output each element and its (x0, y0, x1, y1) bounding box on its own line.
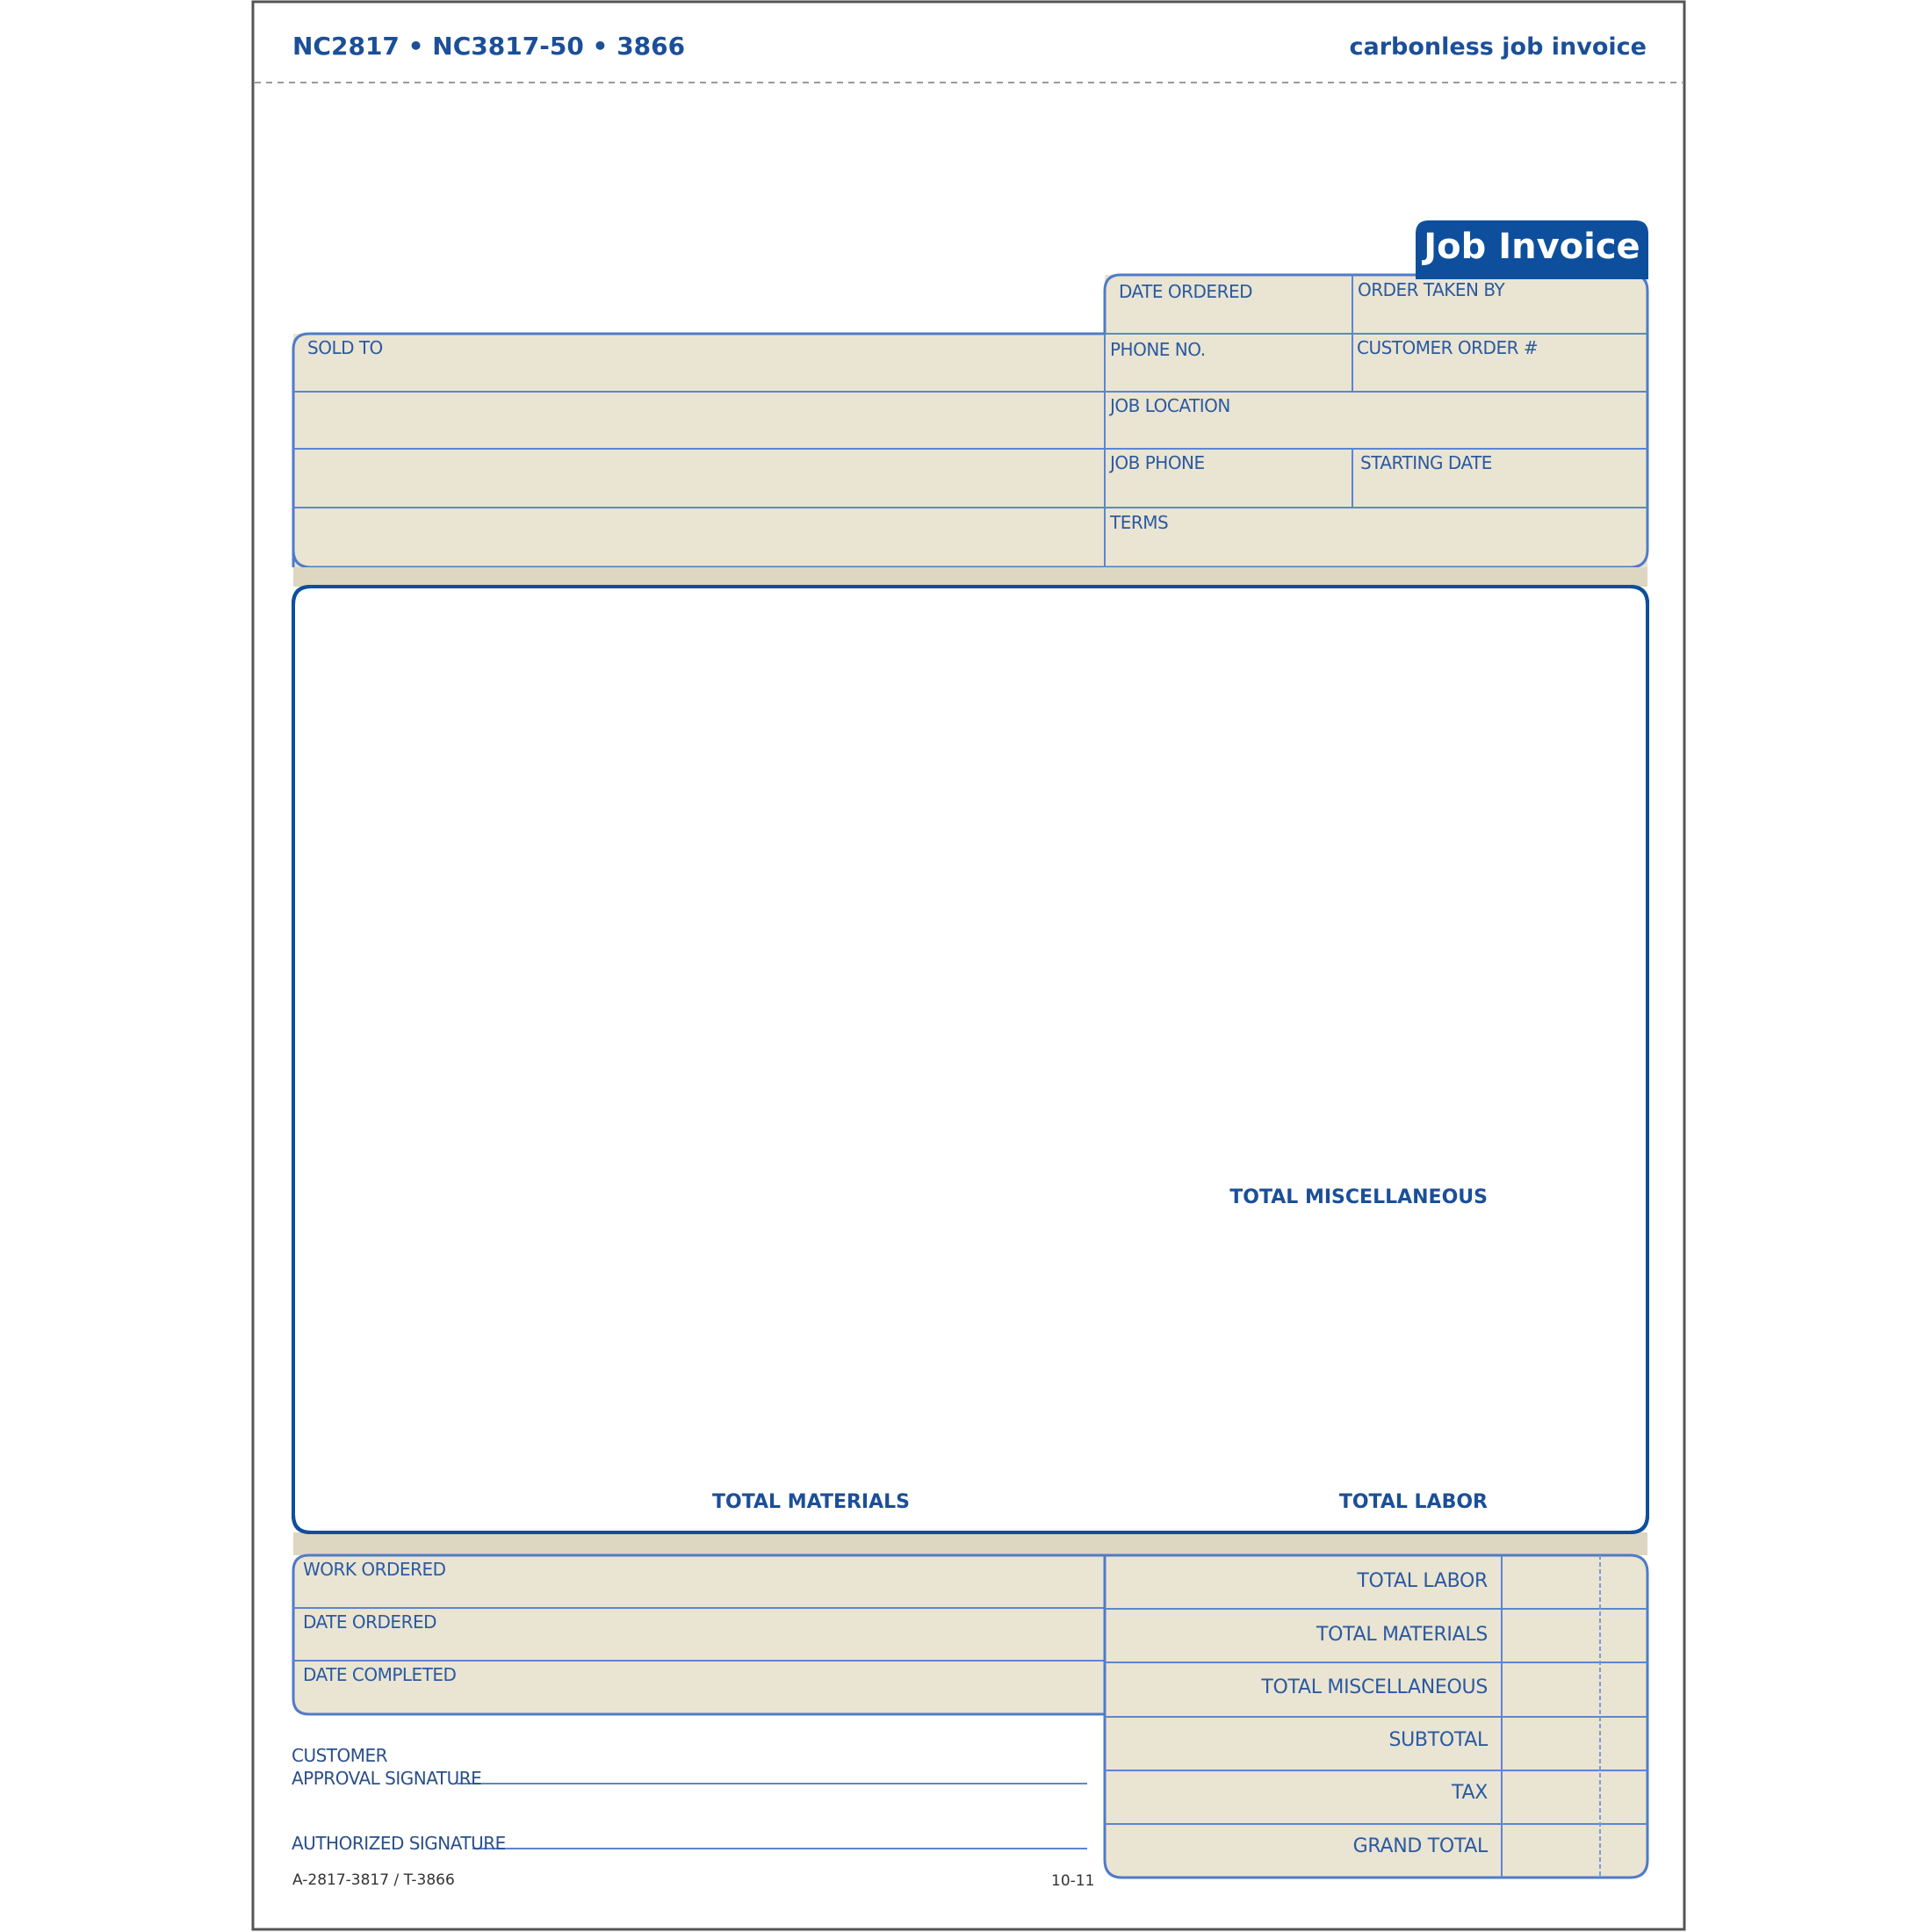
tan-strip-lower (293, 1532, 1647, 1555)
authorized-signature-label: AUTHORIZED SIGNATURE (292, 1833, 506, 1854)
misc-charges-header: MISCELLANEOUS CHARGES (1231, 934, 1525, 955)
tan-strip-upper (293, 567, 1647, 587)
customer-signature-label-line1: CUSTOMER (292, 1745, 388, 1766)
summary-block (1105, 1555, 1647, 1878)
summary-grand-total: GRAND TOTAL (1352, 1835, 1488, 1857)
summary-total-materials: TOTAL MATERIALS (1316, 1624, 1488, 1646)
material-header: MATERIAL (561, 595, 670, 616)
sold-to-label: SOLD TO (307, 337, 383, 358)
product-codes: NC2817 • NC3817-50 • 3866 (292, 32, 686, 61)
description-of-work-header: DESCRIPTION OF WORK (1243, 595, 1501, 616)
form-title: Job Invoice (1424, 227, 1640, 267)
total-materials-label: TOTAL MATERIALS (712, 1491, 910, 1513)
main-table-area (293, 587, 1647, 1532)
phone-no-label: PHONE NO. (1110, 339, 1206, 360)
date-completed-label: DATE COMPLETED (303, 1664, 457, 1685)
product-type: carbonless job invoice (1349, 33, 1647, 61)
amount-header: AMOUNT (972, 595, 1069, 616)
job-location-label: JOB LOCATION (1110, 395, 1230, 416)
terms-label: TERMS (1110, 512, 1169, 533)
summary-tax: TAX (1452, 1782, 1488, 1804)
date-ordered-label: DATE ORDERED (1119, 281, 1252, 302)
starting-date-label: STARTING DATE (1360, 452, 1492, 473)
job-phone-label: JOB PHONE (1110, 452, 1205, 473)
customer-order-label: CUSTOMER ORDER # (1357, 337, 1539, 358)
summary-total-labor: TOTAL LABOR (1357, 1570, 1488, 1592)
form-code: A-2817-3817 / T-3866 (292, 1871, 455, 1889)
total-labor-label: TOTAL LABOR (1338, 1491, 1488, 1513)
summary-total-misc: TOTAL MISCELLANEOUS (1261, 1676, 1488, 1698)
labor-amount-header: AMOUNT (1526, 1229, 1623, 1251)
order-taken-by-label: ORDER TAKEN BY (1358, 279, 1505, 300)
total-misc-label: TOTAL MISCELLANEOUS (1229, 1186, 1488, 1208)
labor-header: LABOR (1205, 1229, 1279, 1251)
order-info-area (1105, 275, 1647, 567)
hrs-header: HRS. (1379, 1229, 1432, 1251)
unit-header: UNIT (852, 595, 905, 616)
sold-to-area (293, 334, 1105, 567)
work-ordered-label: WORK ORDERED (303, 1559, 446, 1580)
qty-header: QTY. (327, 595, 375, 616)
customer-signature-label-line2: APPROVAL SIGNATURE (292, 1768, 482, 1789)
summary-subtotal: SUBTOTAL (1388, 1729, 1488, 1751)
bottom-date-ordered-label: DATE ORDERED (303, 1611, 436, 1633)
rate-header: RATE (1441, 1229, 1496, 1251)
revision-code: 10-11 (1051, 1872, 1095, 1890)
